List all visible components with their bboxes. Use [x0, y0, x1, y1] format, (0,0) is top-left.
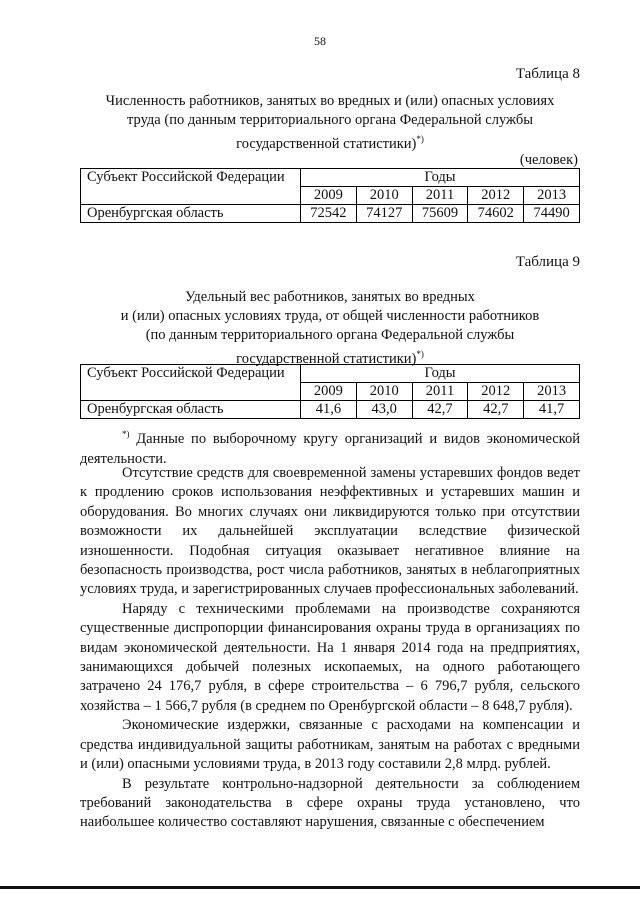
table9-subject-header: Субъект Российской Федерации: [81, 365, 301, 401]
table8-cell: 74602: [468, 205, 524, 223]
table9-year: 2010: [356, 383, 412, 401]
paragraph: Отсутствие средств для своевременной замены устаревших фондов ведет к продлению сроков использования неэффективных и устаревших машин и оборудования. Во многих случаях они ликвидируются только при отсутствии возможности их дальнейшей эксплуатации вследствие физической изношенности. Подобная ситуация оказывает негативное влияние на безопасность производства, рост числа работников, занятых в неблагоприятных условиях труда, и зарегистрированных случаев профессиональных заболеваний.: [80, 465, 580, 598]
footnote-text: Данные по выборочному кругу организаций и видов экономической деятельности.: [80, 430, 580, 467]
paragraph: В результате контрольно-надзорной деятельности за соблюдением требований законодательства в сфере охраны труда установлено, что наибольшее количество составляют нарушения, связанные с обеспечением: [80, 775, 580, 831]
table9-cell: 43,0: [356, 401, 412, 419]
table8-subject-header: Субъект Российской Федерации: [81, 169, 301, 205]
table8-title-line: [80, 130, 580, 154]
table9-label: Таблица 9: [515, 254, 580, 270]
table8: [80, 168, 580, 223]
table8-row: [81, 205, 580, 223]
table8-title-line: Численность работников, занятых во вредных и (или) опасных условиях: [105, 93, 555, 109]
table8-year: 2013: [524, 187, 580, 205]
table9-years-header: Годы: [301, 365, 580, 383]
table9: [80, 364, 580, 419]
table8-cell: 74127: [356, 205, 412, 223]
body-text: [80, 464, 580, 833]
table9-row: [81, 401, 580, 419]
table8-year: 2012: [468, 187, 524, 205]
table9-title-line: Удельный вес работников, занятых во вредных: [185, 289, 475, 305]
table8-cell: 74490: [524, 205, 580, 223]
table8-year: 2010: [356, 187, 412, 205]
table9-year: 2012: [468, 383, 524, 401]
footnote-mark: *): [122, 429, 130, 439]
table9-row-label: Оренбургская область: [81, 401, 301, 419]
table9-title-line: (по данным территориального органа Федеральной службы: [145, 327, 515, 343]
table8-years-header: Годы: [301, 169, 580, 187]
table9-title: [80, 288, 580, 369]
table9-title-mark: *): [416, 349, 424, 359]
table8-cell: 75609: [412, 205, 468, 223]
table9-title-line: и (или) опасных условиях труда, от общей численности работников: [120, 308, 540, 324]
paragraph: Наряду с техническими проблемами на производстве сохраняются существенные диспропорции финансирования охраны труда в организациях по видам экономической деятельности. На 1 января 2014 года на предприятиях, занимающихся добычей полезных ископаемых, на одного работающего затрачено 24 176,7 рубля, в сфере строительства – 6 796,7 рубля, сельского хозяйства – 1 566,7 рубля (в среднем по Оренбургской области – 8 648,7 рубля).: [80, 600, 580, 714]
page-number: 58: [314, 34, 326, 48]
table8-title-mark: *): [416, 134, 424, 144]
table9-cell: 42,7: [468, 401, 524, 419]
table9-cell: 41,6: [301, 401, 357, 419]
table9-year: 2011: [412, 383, 468, 401]
table9-year: 2009: [301, 383, 357, 401]
table9-year: 2013: [524, 383, 580, 401]
page-bottom-rule: [0, 886, 640, 889]
table8-year: 2011: [412, 187, 468, 205]
paragraph: Экономические издержки, связанные с расходами на компенсации и средства индивидуальной защиты работникам, занятым на работах с вредными и (или) опасными условиями труда, в 2013 году составили 2,8 млрд. рублей.: [80, 717, 580, 773]
table8-title-text: государственной статистики): [236, 135, 417, 152]
table8-title-line: труда (по данным территориального органа Федеральной службы: [127, 112, 533, 128]
table8-year: 2009: [301, 187, 357, 205]
table8-title: [80, 92, 580, 154]
table9-cell: 41,7: [524, 401, 580, 419]
table9-cell: 42,7: [412, 401, 468, 419]
table8-unit: (человек): [519, 152, 578, 168]
table9-title-text: государственной статистики): [236, 350, 417, 367]
table8-cell: 72542: [301, 205, 357, 223]
footnote: [80, 424, 580, 469]
table8-label: Таблица 8: [515, 66, 580, 82]
table8-row-label: Оренбургская область: [81, 205, 301, 223]
